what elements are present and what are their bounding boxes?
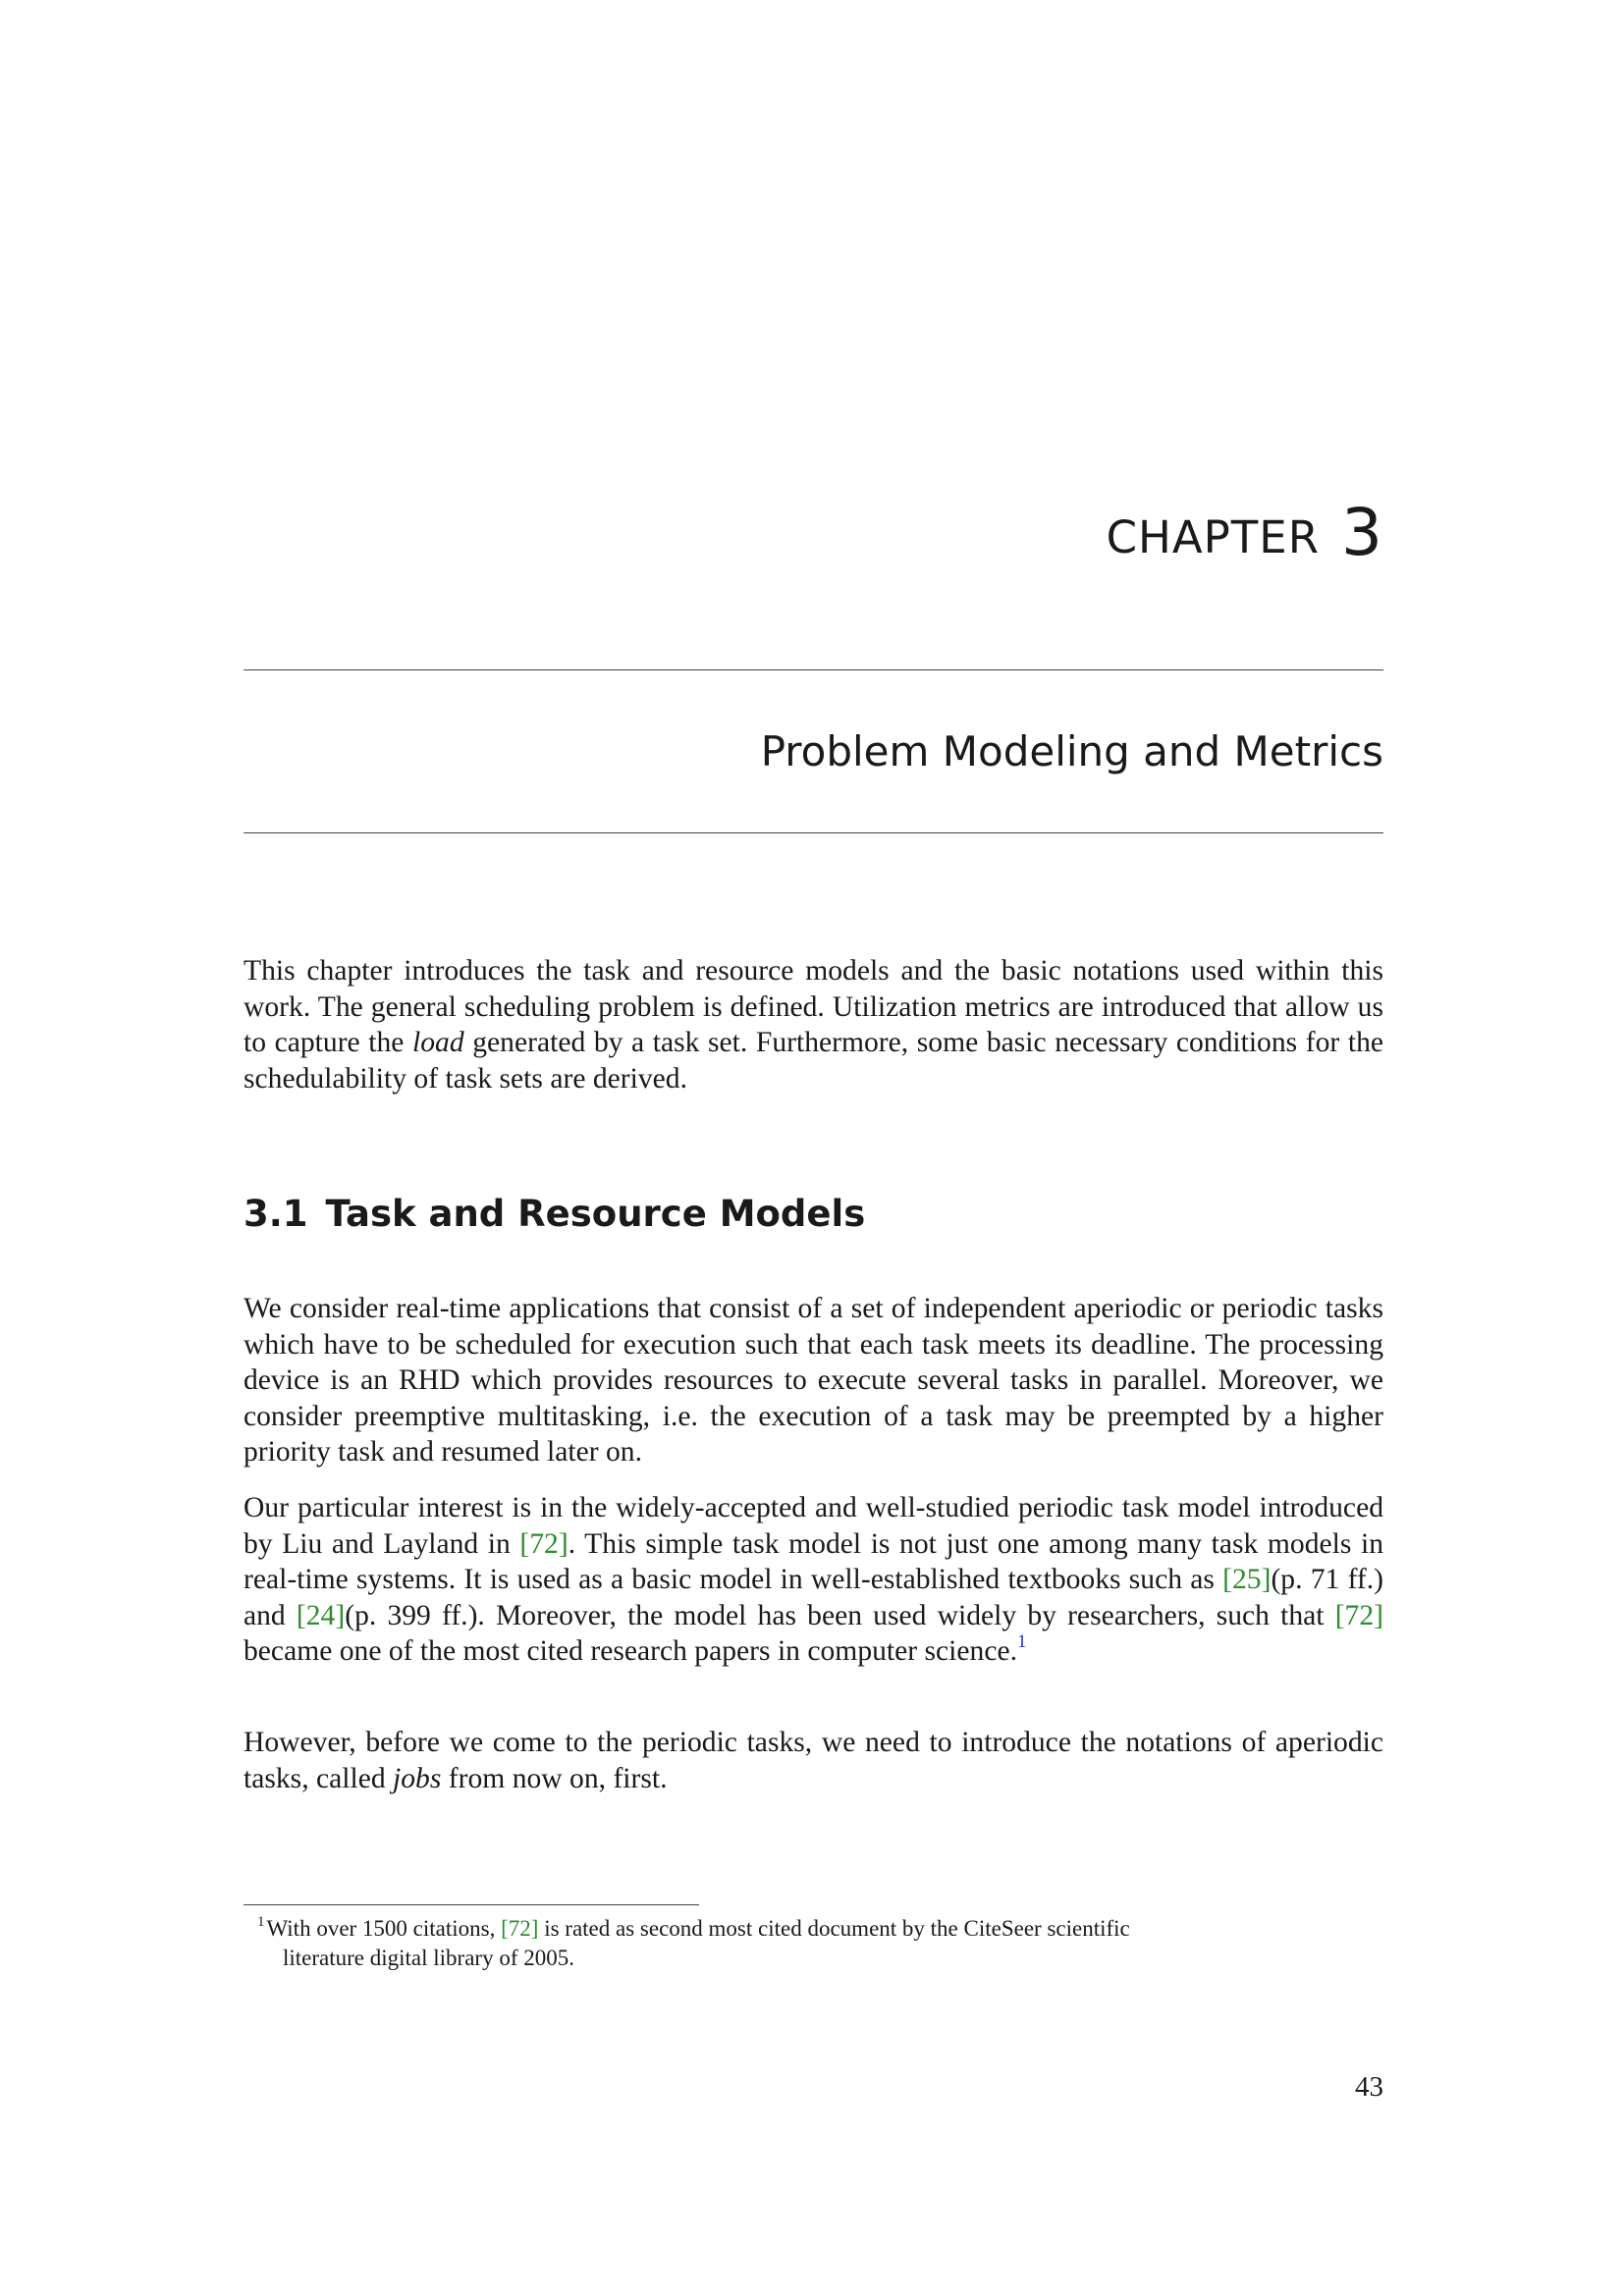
page-number: 43 (1355, 2071, 1383, 2103)
footnote-citation-72[interactable]: [72] (501, 1916, 539, 1941)
chapter-title: Problem Modeling and Metrics (760, 727, 1383, 775)
footnote-mark: 1 (257, 1914, 265, 1930)
footnote-text-3: literature digital library of 2005. (283, 1946, 574, 1970)
footnote-rule (244, 1904, 699, 1905)
chapter-rule-bottom (244, 832, 1383, 833)
p2-text-1: Our particular interest is in the widely-accepted and well-studied periodic task model introduced by Liu and Layland in (244, 1492, 1383, 1560)
section-number: 3.1 (244, 1193, 308, 1235)
paragraph-3 (244, 1725, 1383, 1796)
paragraph-2 (244, 1490, 1383, 1670)
p2-text-5: became one of the most cited research papers in computer science. (244, 1635, 1017, 1667)
chapter-rule-top (244, 669, 1383, 670)
footnote-text-1: With over 1500 citations, (266, 1916, 502, 1941)
intro-load-term: load (412, 1027, 464, 1058)
p3-jobs-term: jobs (393, 1762, 442, 1794)
p3-text-2: from now on, first. (441, 1762, 668, 1794)
intro-text-2: generated by a task set. Furthermore, some basic necessary conditions for the schedulability of task sets are derived. (244, 1027, 1384, 1095)
citation-72[interactable]: [72] (519, 1527, 568, 1560)
footnote-1 (244, 1914, 1383, 1973)
intro-paragraph (244, 953, 1383, 1096)
intro-text-1: This chapter introduces the task and resource models and the basic notations used within this work. The general scheduling problem is defined. Utilization metrics are introduced that allow us to capture the (244, 955, 1383, 1058)
p2-text-4: (p. 399 ff.). Moreover, the model has been used widely by researchers, such that (345, 1599, 1335, 1631)
chapter-number: 3 (1341, 495, 1383, 570)
citation-24[interactable]: [24] (296, 1599, 346, 1631)
p3-text-1: However, before we come to the periodic tasks, we need to introduce the notations of aperiodic tasks, called (244, 1727, 1383, 1794)
section-heading (244, 1193, 866, 1235)
paragraph-1: We consider real-time applications that consist of a set of independent aperiodic or periodic tasks which have to be scheduled for execution such that each task meets its deadline. The processing device is an RHD which provides resources to execute several tasks in parallel. Moreover, we consider preemptive multitasking, i.e. the execution of a task may be preempted by a higher priority task and resumed later on. (244, 1293, 1383, 1468)
p2-text-2: . This simple task model is not just one among many task models in real-time systems. It is used as a basic model in well-established textbooks such as (244, 1527, 1383, 1595)
p2-text-3: (p. 71 ff.) and (244, 1564, 1383, 1631)
citation-25[interactable]: [25] (1222, 1564, 1272, 1595)
footnote-ref-1[interactable]: 1 (1017, 1631, 1027, 1652)
citation-72-second[interactable]: [72] (1334, 1599, 1383, 1631)
section-title: Task and Resource Models (325, 1193, 866, 1235)
chapter-label (1106, 495, 1383, 570)
footnote-text-2: is rated as second most cited document by the CiteSeer scientific (538, 1916, 1130, 1941)
chapter-word: CHAPTER (1106, 511, 1320, 563)
